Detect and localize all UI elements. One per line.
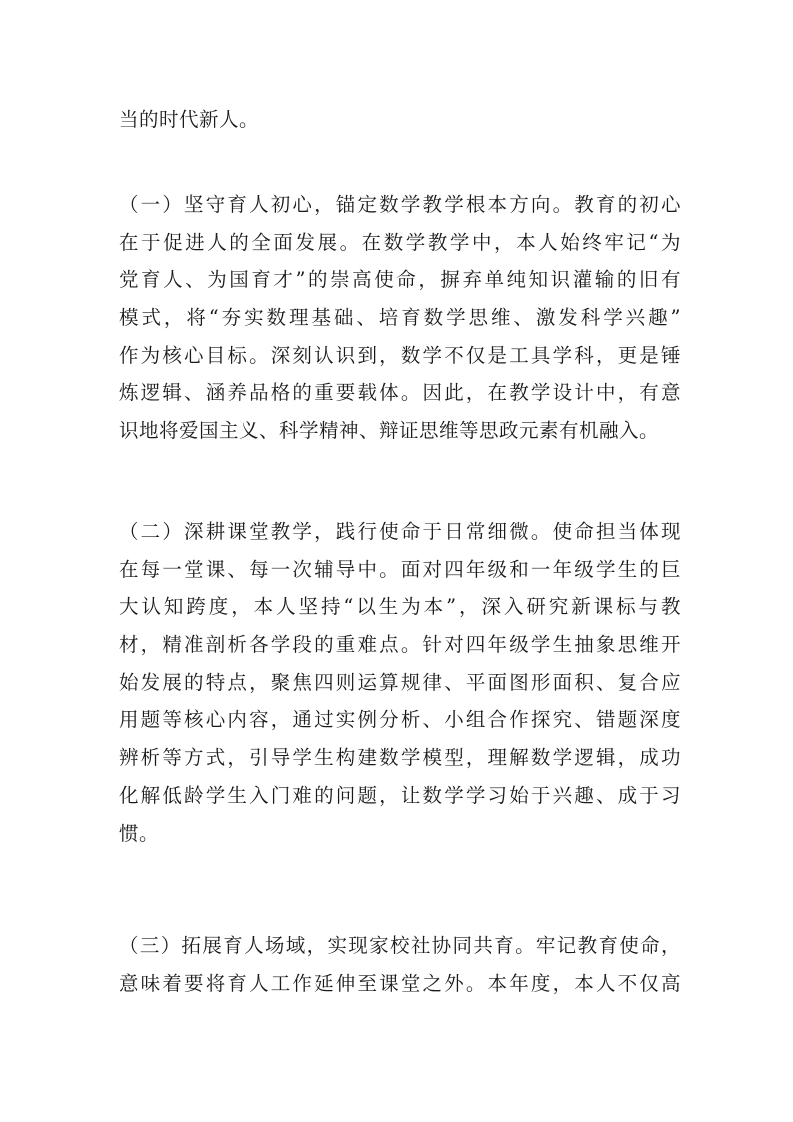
text-line: 党育人、为国育才”的崇高使命，摒弃单纯知识灌输的旧有 [119,268,681,292]
text-line: （三）拓展育人场域，实现家校社协同共育。牢记教育使命， [119,934,681,957]
text-line: 始发展的特点，聚焦四则运算规律、平面图形面积、复合应 [119,670,681,694]
text-line: 辨析等方式，引导学生构建数学模型，理解数学逻辑，成功 [119,746,681,770]
text-line: 当的时代新人。 [119,108,260,131]
text-line: 炼逻辑、涵养品格的重要载体。因此，在教学设计中，有意 [119,381,681,405]
paragraph-section-one [119,186,681,450]
paragraph-continuation [119,101,681,139]
text-line: 意味着要将育人工作延伸至课堂之外。本年度，本人不仅高 [119,971,681,995]
text-line: 在每一堂课、每一次辅导中。面对四年级和一年级学生的巨 [119,557,681,581]
text-line: 模式，将“夯实数理基础、培育数学思维、激发科学兴趣” [119,306,681,330]
text-line: 用题等核心内容，通过实例分析、小组合作探究、错题深度 [119,708,681,732]
text-line: （二）深耕课堂教学，践行使命于日常细微。使命担当体现 [119,520,681,543]
text-line: 惯。 [119,821,160,845]
text-line: 在于促进人的全面发展。在数学教学中，本人始终牢记“为 [119,230,681,254]
paragraph-section-three [119,927,681,1002]
text-line: 化解低龄学生入门难的问题，让数学学习始于兴趣、成于习 [119,783,681,807]
paragraph-section-two [119,513,681,852]
text-line: 材，精准剖析各学段的重难点。针对四年级学生抽象思维开 [119,633,681,657]
text-line: 作为核心目标。深刻认识到，数学不仅是工具学科，更是锤 [119,343,681,367]
text-line: 大认知跨度，本人坚持“以生为本”，深入研究新课标与教 [119,595,681,619]
text-line: 识地将爱国主义、科学精神、辩证思维等思政元素有机融入。 [119,419,660,443]
text-line: （一）坚守育人初心，锚定数学教学根本方向。教育的初心 [119,193,681,216]
